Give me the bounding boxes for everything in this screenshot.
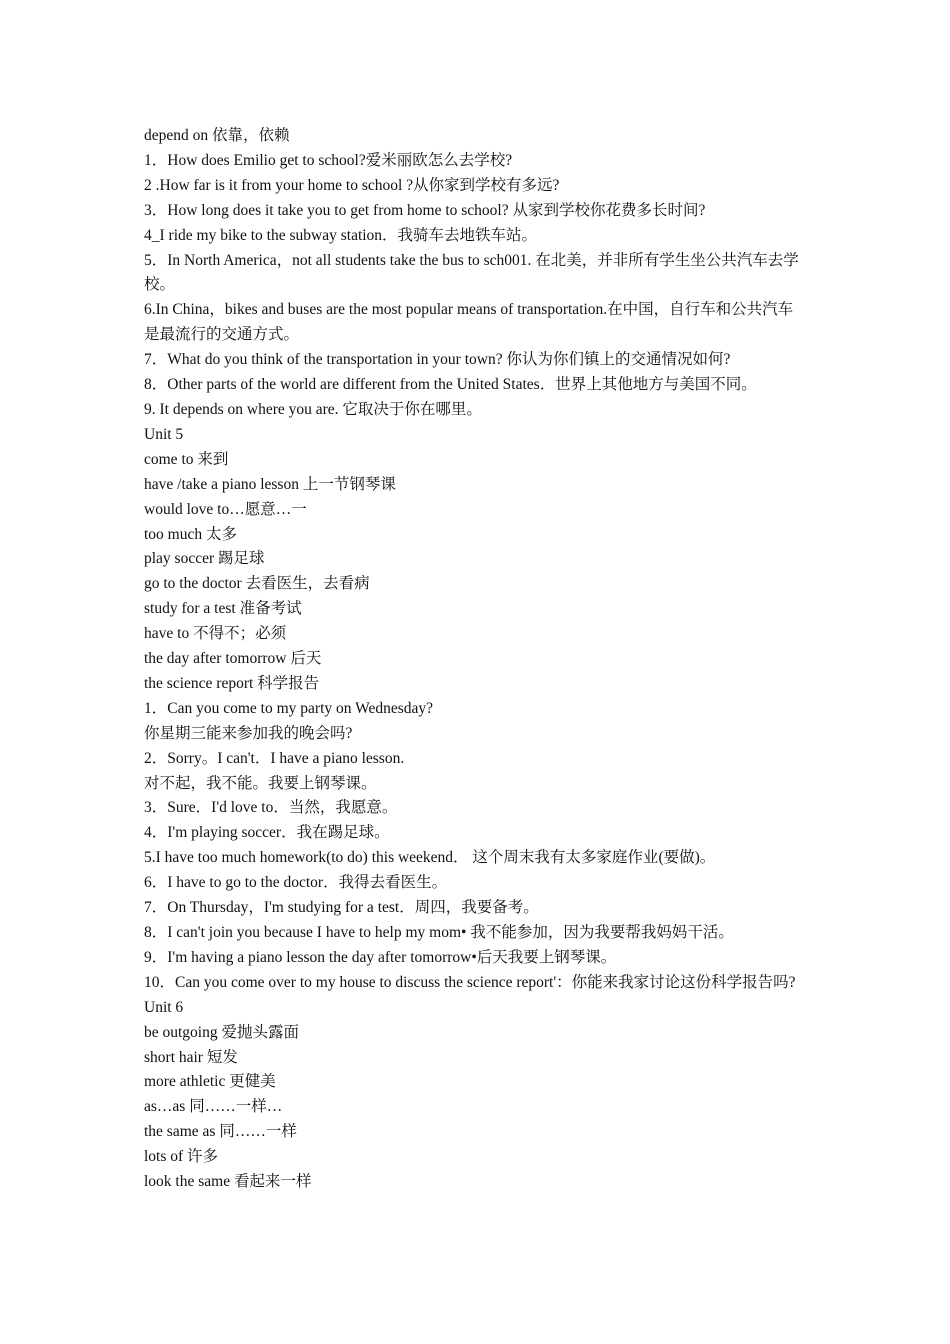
vocab-item: study for a test 准备考试 — [144, 600, 302, 618]
text-line: depend on 依靠，依赖 — [144, 127, 290, 144]
sentence-line: 2．Sorry。I can't．I have a piano lesson. — [144, 749, 405, 767]
sentence-line: 7．On Thursday，I'm studying for a test．周四，我要备考。 — [144, 899, 539, 917]
vocab-item: as…as 同……一样… — [144, 1098, 283, 1116]
text-line: 9. It depends on where you are. 它取决于你在哪里。 — [144, 400, 482, 418]
sentence-line: 3．Sure．I'd love to．当然，我愿意。 — [144, 799, 398, 817]
text-line: 6.In China，bikes and buses are the most popular means of transportation.在中国，自行车和公共汽车是最流行的交通方式。 — [144, 301, 794, 344]
sentence-line: 1．Can you come to my party on Wednesday? — [144, 699, 434, 717]
sentence-line: 5.I have too much homework(to do) this weekend． 这个周末我有太多家庭作业(要做)。 — [144, 849, 716, 867]
unit-heading: Unit 5 — [144, 425, 184, 443]
text-line: 8．Other parts of the world are different from the United States．世界上其他地方与美国不同。 — [144, 376, 757, 394]
unit-heading: Unit 6 — [144, 998, 184, 1016]
vocab-item: would love to…愿意…一 — [144, 500, 307, 518]
text-line: 5．In North America，not all students take the bus to sch001. 在北美，并非所有学生坐公共汽车去学校。 — [144, 251, 799, 294]
sentence-line: 9．I'm having a piano lesson the day after tomorrow•后天我要上钢琴课。 — [144, 948, 617, 966]
vocab-item: too much 太多 — [144, 525, 237, 543]
text-line: 1．How does Emilio get to school?爱米丽欧怎么去学校? — [144, 151, 513, 169]
sentence-line: 4．I'm playing soccer．我在踢足球。 — [144, 824, 390, 842]
sentence-line: 10．Can you come over to my house to discuss the science report'：你能来我家讨论这份科学报告吗? — [144, 973, 796, 991]
text-line: 7．What do you think of the transportation in your town? 你认为你们镇上的交通情况如何? — [144, 351, 731, 369]
text-line: 3．How long does it take you to get from home to school? 从家到学校你花费多长时间? — [144, 201, 706, 219]
vocab-item: the science report 科学报告 — [144, 674, 320, 692]
vocab-item: the day after tomorrow 后天 — [144, 650, 322, 668]
sentence-line: 对不起，我不能。我要上钢琴课。 — [144, 774, 377, 792]
vocab-item: have /take a piano lesson 上一节钢琴课 — [144, 475, 396, 493]
vocab-item: look the same 看起来一样 — [144, 1173, 312, 1191]
vocab-item: the same as 同……一样 — [144, 1123, 297, 1141]
vocab-item: lots of 许多 — [144, 1148, 219, 1166]
vocab-item: play soccer 踢足球 — [144, 550, 265, 568]
vocab-item: short hair 短发 — [144, 1048, 238, 1066]
vocab-item: come to 来到 — [144, 450, 229, 468]
sentence-line: 你星期三能来参加我的晚会吗? — [144, 724, 353, 742]
sentence-line: 8．I can't join you because I have to help my mom• 我不能参加，因为我要帮我妈妈干活。 — [144, 924, 734, 941]
vocab-item: be outgoing 爱抛头露面 — [144, 1023, 299, 1041]
text-line: 2 .How far is it from your home to school ?从你家到学校有多远? — [144, 176, 560, 194]
document-body — [144, 124, 808, 1195]
sentence-line: 6．I have to go to the doctor．我得去看医生。 — [144, 874, 448, 892]
text-line: 4_I ride my bike to the subway station．我骑车去地铁车站。 — [144, 226, 538, 244]
vocab-item: go to the doctor 去看医生，去看病 — [144, 575, 370, 593]
vocab-item: more athletic 更健美 — [144, 1073, 276, 1091]
vocab-item: have to 不得不；必须 — [144, 625, 287, 643]
